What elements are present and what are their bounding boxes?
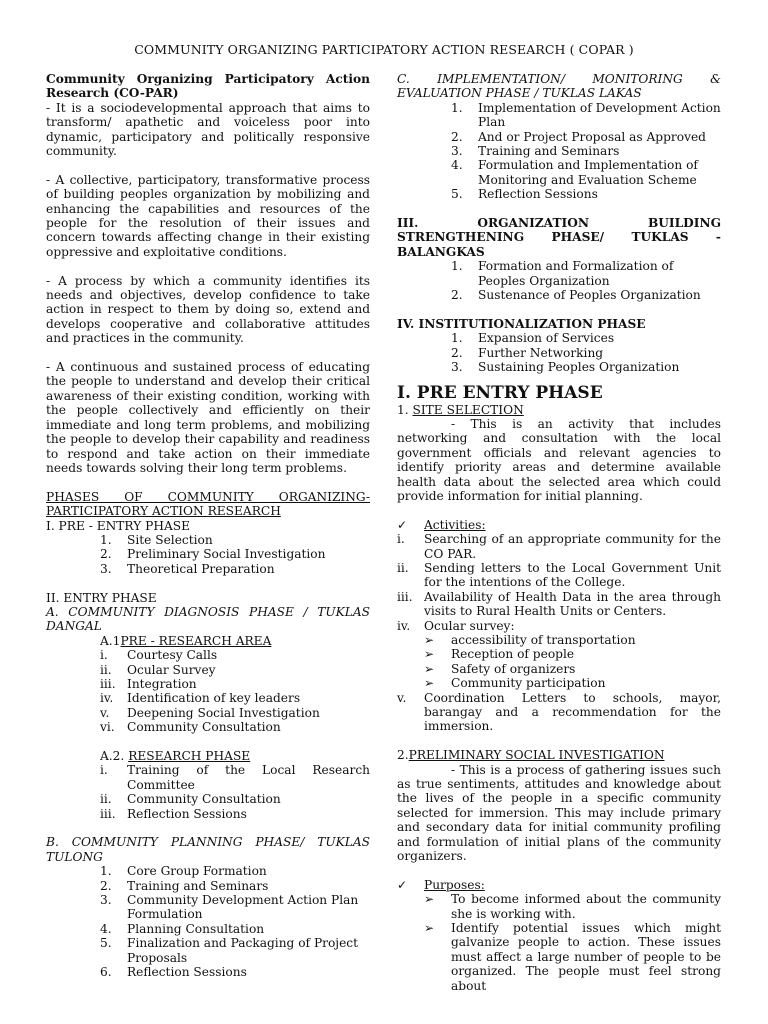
- research-phase-list: [46, 763, 370, 821]
- psi-heading: 2.PRELIMINARY SOCIAL INVESTIGATION: [397, 748, 665, 763]
- arrow-bullet-icon: ➢: [424, 632, 435, 647]
- definition-heading: Community Organizing Participatory Action Research (CO-PAR): [46, 72, 370, 101]
- definition-paragraph-2: - A collective, participatory, transformative process of building peoples organization by mobilizing and enhancing the capabilities and resources of the people for the resolution of their issues and concern towards affecting change in their existing oppressive and exploitative conditions.: [46, 172, 370, 259]
- definition-paragraph-3: - A process by which a community identifies its needs and objectives, develop confidence to take action in respect to them by doing so, extend and develops cooperative and collaborative attitudes and practices in the community.: [46, 273, 370, 346]
- list-item: ➢ To become informed about the community she is working with.: [424, 892, 721, 921]
- list-item: ➢ Identify potential issues which might galvanize people to action. These issues must affect a large number of people to be organized. The people must feel strong about: [424, 921, 721, 993]
- list-item: 4. Planning Consultation: [100, 921, 265, 936]
- list-item: 2. Preliminary Social Investigation: [100, 547, 326, 562]
- ocular-survey-list: [397, 633, 721, 691]
- community-planning-list: [46, 864, 370, 979]
- list-item: 5. Finalization and Packaging of Project Proposals: [100, 936, 359, 965]
- list-item: 2. And or Project Proposal as Approved: [451, 129, 706, 144]
- list-item: i. Training of the Local Research Committee: [100, 763, 370, 792]
- list-item: 5. Reflection Sessions: [451, 187, 598, 202]
- arrow-bullet-icon: ➢: [424, 647, 435, 662]
- list-item: iv. Identification of key leaders: [100, 691, 301, 706]
- list-item: 6. Reflection Sessions: [100, 965, 247, 980]
- list-item: iii. Availability of Health Data in the area through visits to Rural Health Units or Centers.: [397, 589, 721, 619]
- arrow-bullet-icon: ➢: [424, 661, 435, 676]
- list-item: 1. Implementation of Development Action Plan: [451, 100, 721, 130]
- site-selection-text: - This is an activity that includes networking and consultation with the local government officials and relevant agencies to identify priority areas and determine available health data about the selected area which could provide information for initial planning.: [397, 416, 721, 503]
- checkmark-icon: ✓: [397, 517, 408, 532]
- list-item: 3. Sustaining Peoples Organization: [451, 360, 680, 375]
- list-item: i. Courtesy Calls: [100, 648, 218, 663]
- community-planning-heading: B. COMMUNITY PLANNING PHASE/ TUKLAS TULONG: [46, 835, 370, 864]
- entry-phase-heading: II. ENTRY PHASE: [46, 590, 157, 605]
- list-item: ➢ Reception of people: [424, 647, 575, 662]
- implementation-heading: C. IMPLEMENTATION/ MONITORING & EVALUATION PHASE / TUKLAS LAKAS: [397, 72, 721, 101]
- list-item: ➢ Community participation: [424, 676, 606, 691]
- list-item: ii. Community Consultation: [100, 792, 281, 807]
- pre-entry-list: [46, 533, 370, 576]
- list-item: 3. Community Development Action Plan Formulation: [100, 893, 359, 922]
- list-item: 2. Training and Seminars: [100, 878, 269, 893]
- left-column: [46, 72, 370, 979]
- list-item: 1. Expansion of Services: [451, 331, 615, 346]
- list-item: v. Coordination Letters to schools, mayor, barangay and a recommendation for the immersion.: [397, 690, 721, 734]
- list-item: iii. Reflection Sessions: [100, 806, 247, 821]
- research-phase-heading: A.2. RESEARCH PHASE: [100, 749, 251, 763]
- list-item: ii. Sending letters to the Local Government Unit for the intentions of the College.: [397, 560, 721, 590]
- purposes-list: [397, 892, 721, 993]
- list-item: ii. Ocular Survey: [100, 662, 216, 677]
- activities-list-continued: [397, 691, 721, 734]
- list-item: 4. Formulation and Implementation of Monitoring and Evaluation Scheme: [451, 158, 698, 187]
- checkmark-icon: ✓: [397, 877, 408, 892]
- list-item: 2. Sustenance of Peoples Organization: [451, 288, 701, 303]
- right-column: [397, 72, 721, 993]
- arrow-bullet-icon: ➢: [424, 676, 435, 691]
- list-item: 1. Site Selection: [100, 532, 213, 547]
- institutionalization-list: [397, 331, 721, 374]
- institutionalization-heading: IV. INSTITUTIONALIZATION PHASE: [397, 316, 646, 331]
- list-item: ➢ accessibility of transportation: [424, 632, 636, 647]
- list-item: iii. Integration: [100, 676, 197, 691]
- activities-label: ✓ Activities:: [397, 517, 486, 532]
- organization-building-heading: III. ORGANIZATION BUILDING STRENGTHENING PHASE/ TUKLAS - BALANGKAS: [397, 216, 721, 259]
- community-diagnosis-heading: A. COMMUNITY DIAGNOSIS PHASE / TUKLAS DANGAL: [46, 604, 370, 634]
- pre-entry-phase-title: I. PRE ENTRY PHASE: [397, 382, 603, 403]
- list-item: i. Searching of an appropriate community for the CO PAR.: [397, 532, 721, 561]
- list-item: 1. Formation and Formalization of Peoples Organization: [451, 259, 674, 288]
- pre-research-area-heading: A.1PRE - RESEARCH AREA: [100, 633, 272, 648]
- definition-paragraph-4: - A continuous and sustained process of educating the people to understand and develop their critical awareness of their existing condition, working with the people collectively and efficiently on their immediate and long term problems, and mobilizing the people to develop their capability and readiness to respond and take action on their immediate needs towards solving their long term problems.: [46, 360, 370, 475]
- organization-building-list: [397, 259, 721, 302]
- list-item: vi. Community Consultation: [100, 720, 281, 735]
- definition-paragraph-1: - It is a sociodevelopmental approach that aims to transform/ apathetic and voiceless poor into dynamic, participatory and politically responsive community.: [46, 100, 370, 159]
- psi-text: - This is a process of gathering issues such as true sentiments, attitudes and knowledge about the lives of the people in a specific community selected for immersion. This may include primary and secondary data for initial community profiling and formulation of initial plans of the community organizers.: [397, 762, 721, 864]
- purposes-label: ✓ Purposes:: [397, 877, 485, 892]
- list-item: ➢ Safety of organizers: [424, 661, 576, 676]
- list-item: 3. Training and Seminars: [451, 144, 620, 159]
- activities-list: [397, 532, 721, 633]
- list-item: iv. Ocular survey:: [397, 618, 515, 633]
- list-item: 2. Further Networking: [451, 345, 604, 360]
- pre-research-list: [46, 648, 370, 734]
- pre-entry-phase-heading: I. PRE - ENTRY PHASE: [46, 518, 190, 533]
- implementation-list: [397, 101, 721, 202]
- site-selection-heading: 1. SITE SELECTION: [397, 402, 524, 417]
- document-title: COMMUNITY ORGANIZING PARTICIPATORY ACTION RESEARCH ( COPAR ): [134, 42, 634, 57]
- phases-heading: PHASES OF COMMUNITY ORGANIZING-PARTICIPATORY ACTION RESEARCH: [46, 489, 370, 519]
- list-item: 1. Core Group Formation: [100, 864, 267, 879]
- list-item: 3. Theoretical Preparation: [100, 561, 275, 576]
- arrow-bullet-icon: ➢: [424, 892, 435, 907]
- list-item: v. Deepening Social Investigation: [100, 705, 320, 720]
- arrow-bullet-icon: ➢: [424, 921, 435, 936]
